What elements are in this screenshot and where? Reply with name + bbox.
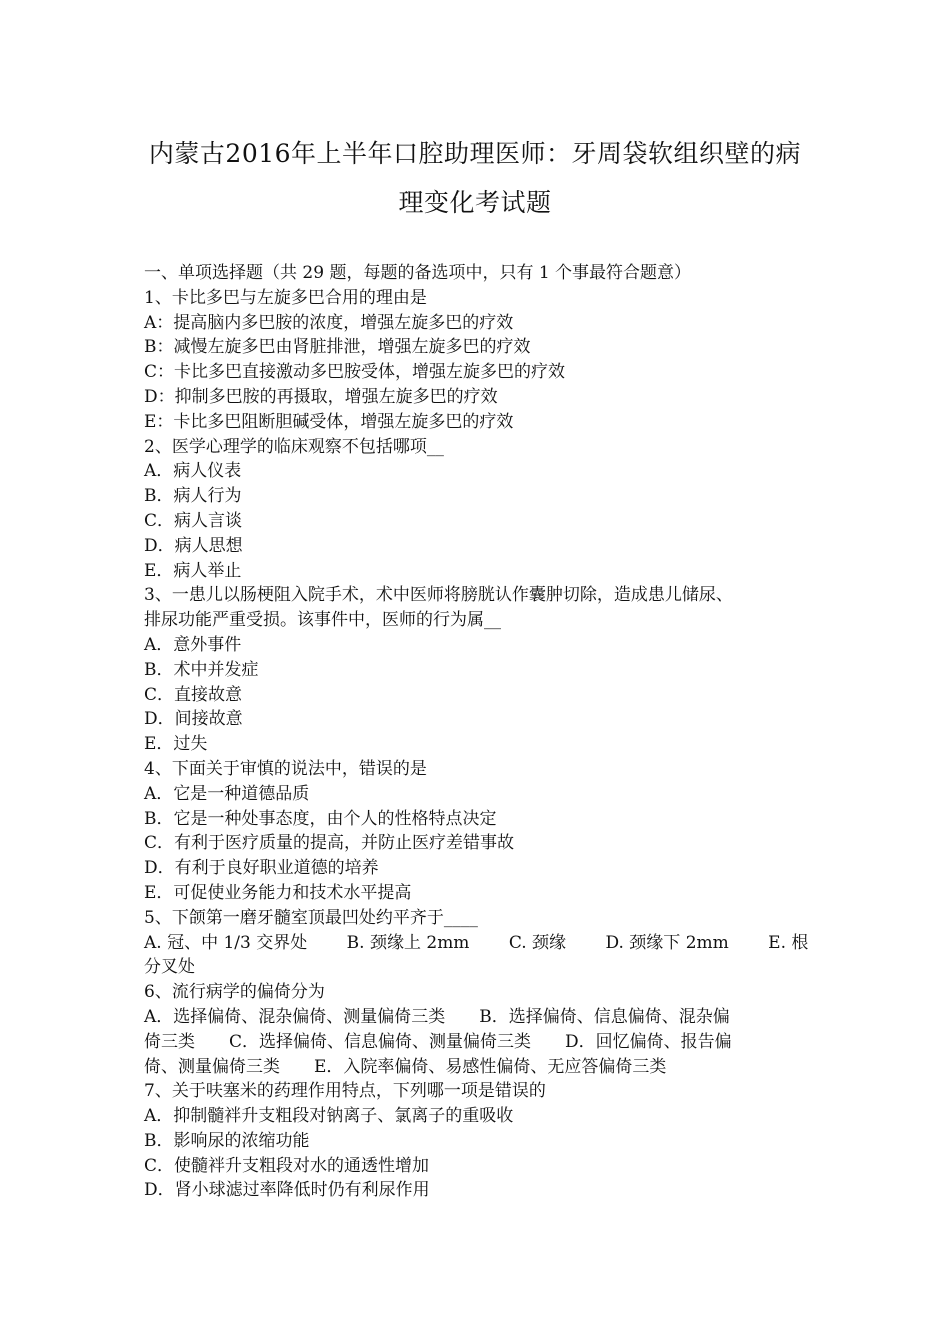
question-7-stem: 7、关于呋塞米的药理作用特点，下列哪一项是错误的	[144, 1081, 546, 1102]
question-3-option-c: C．直接故意	[144, 684, 243, 705]
question-1-stem: 1、卡比多巴与左旋多巴合用的理由是	[144, 287, 427, 308]
question-4-option-d: D．有利于良好职业道德的培养	[144, 858, 379, 879]
question-3-option-b: B．术中并发症	[144, 659, 259, 680]
question-2-option-b: B．病人行为	[144, 486, 242, 507]
question-5-option-d: D. 颈缘下 2mm	[605, 932, 729, 953]
question-1-option-a: A：提高脑内多巴胺的浓度，增强左旋多巴的疗效	[144, 312, 514, 333]
question-2-stem: 2、医学心理学的临床观察不包括哪项__	[144, 436, 444, 457]
question-6-stem: 6、流行病学的偏倚分为	[144, 982, 325, 1003]
document-title-line-2: 理变化考试题	[398, 188, 552, 217]
question-5-option-e-continued: 分叉处	[144, 957, 195, 978]
question-2-option-c: C．病人言谈	[144, 510, 243, 531]
question-body	[144, 261, 812, 1203]
question-1-option-d: D：抑制多巴胺的再摄取，增强左旋多巴的疗效	[144, 386, 498, 407]
question-4-option-e: E．可促使业务能力和技术水平提高	[144, 882, 412, 903]
question-5-stem: 5、下颌第一磨牙髓室顶最凹处约平齐于____	[144, 907, 478, 928]
question-4-stem: 4、下面关于审慎的说法中，错误的是	[144, 758, 427, 779]
question-3-option-e: E．过失	[144, 734, 208, 755]
question-4-option-a: A．它是一种道德品质	[144, 783, 310, 804]
question-2-option-d: D．病人思想	[144, 535, 243, 556]
question-1-option-b: B：减慢左旋多巴由肾脏排泄，增强左旋多巴的疗效	[144, 337, 531, 358]
question-4-option-c: C．有利于医疗质量的提高，并防止医疗差错事故	[144, 833, 515, 854]
question-1-option-e: E：卡比多巴阻断胆碱受体，增强左旋多巴的疗效	[144, 411, 514, 432]
question-7-option-d: D．肾小球滤过率降低时仍有利尿作用	[144, 1180, 430, 1201]
question-5-options-row	[144, 931, 812, 956]
question-5-option-c: C. 颈缘	[508, 932, 567, 953]
question-3-option-a: A．意外事件	[144, 634, 242, 655]
question-6-options-line-1: A．选择偏倚、混杂偏倚、测量偏倚三类 B．选择偏倚、信息偏倚、混杂偏	[144, 1006, 730, 1027]
question-1-option-c: C：卡比多巴直接激动多巴胺受体，增强左旋多巴的疗效	[144, 362, 566, 383]
question-7-option-b: B．影响尿的浓缩功能	[144, 1130, 310, 1151]
question-7-option-c: C．使髓袢升支粗段对水的通透性增加	[144, 1155, 430, 1176]
question-3-option-d: D．间接故意	[144, 709, 243, 730]
question-3-stem-line-2: 排尿功能严重受损。该事件中，医师的行为属__	[144, 610, 501, 631]
question-5-option-b: B. 颈缘上 2mm	[346, 932, 470, 953]
question-4-option-b: B．它是一种处事态度，由个人的性格特点决定	[144, 808, 497, 829]
question-5-option-e: E. 根	[768, 932, 809, 953]
question-2-option-e: E．病人举止	[144, 560, 242, 581]
document-title-line-1: 内蒙古2016年上半年口腔助理医师：牙周袋软组织壁的病	[148, 139, 802, 168]
question-7-option-a: A．抑制髓袢升支粗段对钠离子、氯离子的重吸收	[144, 1106, 514, 1127]
question-6-options-line-2: 倚三类 C．选择偏倚、信息偏倚、测量偏倚三类 D．回忆偏倚、报告偏	[144, 1031, 732, 1052]
question-2-option-a: A．病人仪表	[144, 461, 242, 482]
question-6-options-line-3: 倚、测量偏倚三类 E．入院率偏倚、易感性偏倚、无应答偏倚三类	[144, 1056, 667, 1077]
question-3-stem-line-1: 3、一患儿以肠梗阻入院手术，术中医师将膀胱认作囊肿切除，造成患儿储尿、	[144, 585, 733, 606]
question-5-option-a: A. 冠、中 1/3 交界处	[144, 932, 308, 953]
section-header: 一、单项选择题（共 29 题，每题的备选项中，只有 1 个事最符合题意）	[144, 263, 692, 283]
